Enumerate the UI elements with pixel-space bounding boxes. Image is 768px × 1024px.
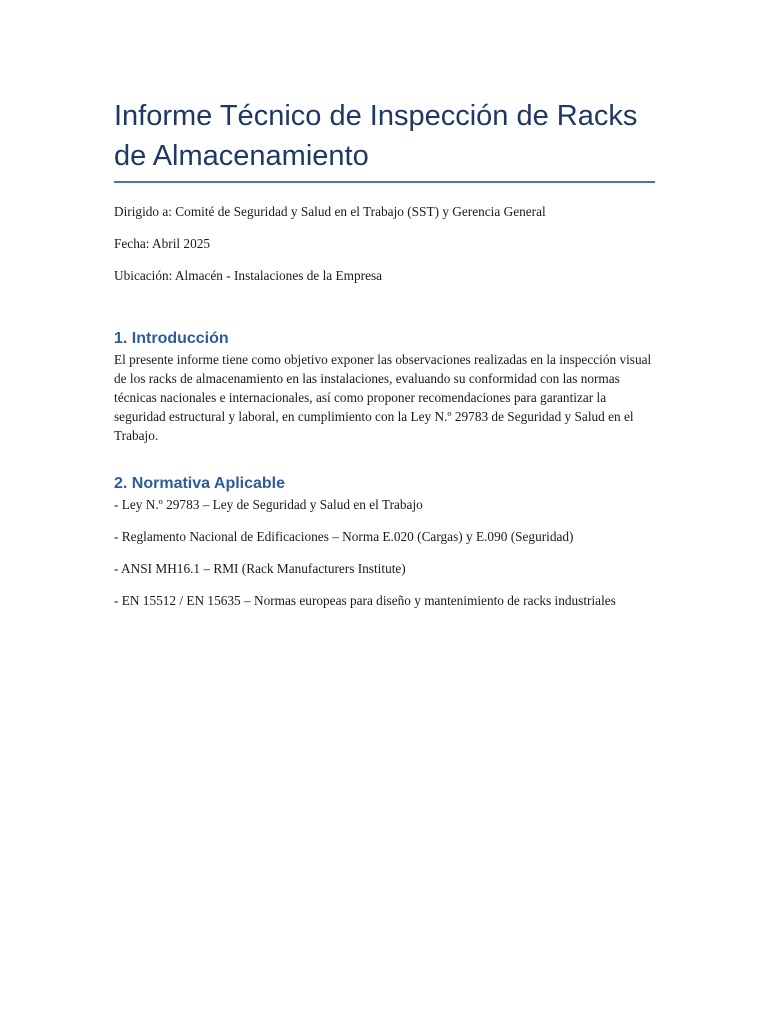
report-date: Fecha: Abril 2025	[114, 236, 211, 251]
section-heading-normativa: 2. Normativa Aplicable	[114, 475, 286, 492]
report-location: Ubicación: Almacén - Instalaciones de la Empresa	[114, 268, 383, 283]
addressed-to: Dirigido a: Comité de Seguridad y Salud en el Trabajo (SST) y Gerencia General	[114, 204, 546, 219]
document-title: Informe Técnico de Inspección de Racks de Almacenamiento	[114, 100, 638, 172]
list-item: - Reglamento Nacional de Edificaciones – Norma E.020 (Cargas) y E.090 (Seguridad)	[114, 529, 574, 544]
document-body	[114, 96, 656, 610]
list-item: - Ley N.º 29783 – Ley de Seguridad y Salud en el Trabajo	[114, 497, 423, 512]
list-item: - EN 15512 / EN 15635 – Normas europeas para diseño y mantenimiento de racks industriales	[114, 593, 616, 608]
section-body-introduccion: El presente informe tiene como objetivo exponer las observaciones realizadas en la inspección visual de los racks de almacenamiento en las instalaciones, evaluando su conformidad con las normas técnicas nacionales e internacionales, así como proponer recomendaciones para garantizar la seguridad estructural y laboral, en cumplimiento con la Ley N.º 29783 de Seguridad y Salud en el Trabajo.	[114, 352, 652, 443]
title-underline	[114, 181, 655, 183]
list-item: - ANSI MH16.1 – RMI (Rack Manufacturers Institute)	[114, 561, 406, 576]
section-heading-introduccion: 1. Introducción	[114, 330, 229, 347]
